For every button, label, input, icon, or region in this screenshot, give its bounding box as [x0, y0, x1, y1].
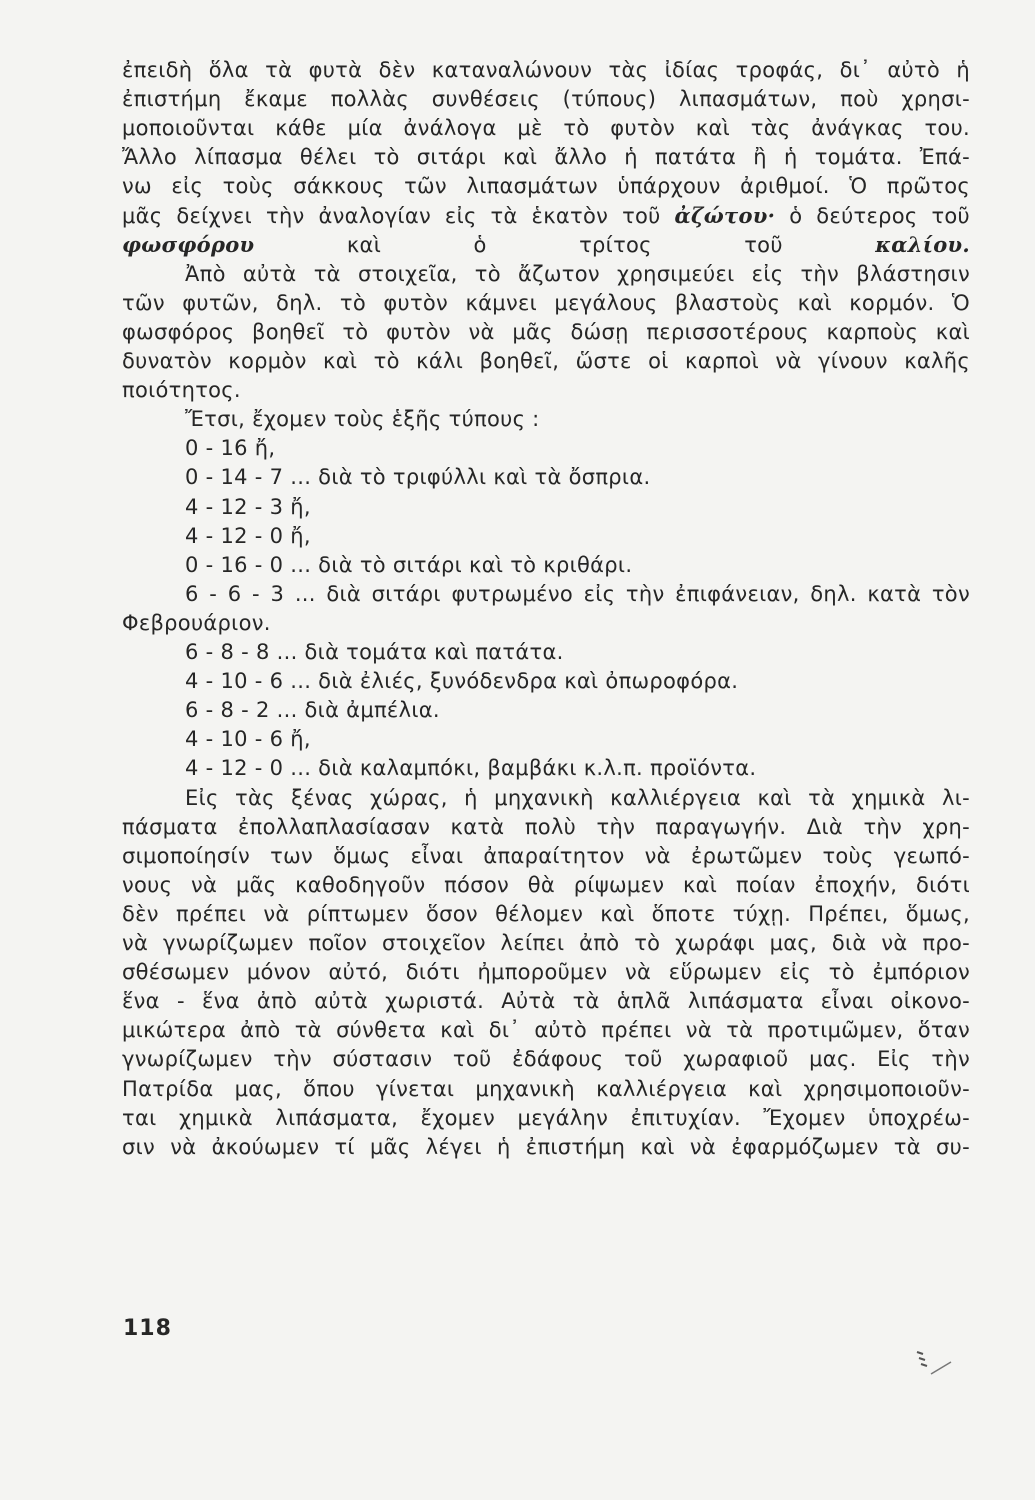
text-line: 0 - 16 - 0 ... διὰ τὸ σιτάρι καὶ τὸ κριθάρι. [185, 552, 633, 577]
text-line: νὰ γνωρίζωμεν ποῖον στοιχεῖον λείπει ἀπὸ τὸ χωράφι μας, διὰ νὰ προ- [122, 931, 970, 955]
text-line: 0 - 16 ἤ, [185, 436, 276, 461]
text-line: ἐπειδὴ ὅλα τὰ φυτὰ δὲν καταναλώνουν τὰς ἰδίας τροφάς, δι᾽ αὐτὸ ἡ [122, 58, 970, 82]
text-segment: μᾶς δείχνει τὴν ἀναλογίαν εἰς τὰ ἑκατὸν τοῦ [122, 203, 675, 228]
text-line: 4 - 10 - 6 ἤ, [185, 727, 311, 752]
text-line: Ἀπὸ αὐτὰ τὰ στοιχεῖα, τὸ ἄζωτον χρησιμεύει εἰς τὴν βλάστησιν [185, 261, 970, 286]
text-line: 4 - 10 - 6 ... διὰ ἐλιές, ξυνόδενδρα καὶ ὀπωροφόρα. [185, 669, 739, 694]
emphasized-term: ἀζώτου· [674, 202, 776, 228]
text-line: 4 - 12 - 0 ... διὰ καλαμπόκι, βαμβάκι κ.λ.π. προϊόντα. [185, 756, 757, 781]
text-line: δυνατὸν κορμὸν καὶ τὸ κάλι βοηθεῖ, ὥστε οἱ καρποὶ νὰ γίνουν καλῆς [122, 349, 970, 373]
text-line: ται χημικὰ λιπάσματα, ἔχομεν μεγάλην ἐπιτυχίαν. Ἔχομεν ὑποχρέω- [122, 1105, 970, 1130]
emphasized-term: καλίου. [875, 231, 970, 257]
text-line: 6 - 6 - 3 ... διὰ σιτάρι φυτρωμένο εἰς τὴν ἐπιφάνειαν, δηλ. κατὰ τὸν [185, 581, 970, 606]
text-line: σθέσωμεν μόνον αὐτό, διότι ἠμποροῦμεν νὰ εὕρωμεν εἰς τὸ ἐμπόριον [122, 960, 970, 985]
text-line [122, 203, 970, 229]
text-line: τῶν φυτῶν, δηλ. τὸ φυτὸν κάμνει μεγάλους βλαστοὺς καὶ κορμόν. Ὁ [122, 290, 970, 315]
text-line: 6 - 8 - 2 ... διὰ ἀμπέλια. [185, 698, 440, 723]
text-line: σιν νὰ ἀκούωμεν τί μᾶς λέγει ἡ ἐπιστήμη καὶ νὰ ἐφαρμόζωμεν τὰ συ- [122, 1134, 970, 1159]
text-line: 0 - 14 - 7 ... διὰ τὸ τριφύλλι καὶ τὰ ὄσπρια. [185, 465, 651, 490]
text-line: νους νὰ μᾶς καθοδηγοῦν πόσον θὰ ρίψωμεν καὶ ποίαν ἐποχήν, διότι [122, 872, 970, 897]
text-line: γνωρίζωμεν τὴν σύστασιν τοῦ ἐδάφους τοῦ χωραφιοῦ μας. Εἰς τὴν [122, 1047, 970, 1072]
text-segment: ὁ δεύτερος τοῦ [775, 203, 970, 228]
text-line: 4 - 12 - 0 ἤ, [185, 523, 311, 548]
text-line: Ἄλλο λίπασμα θέλει τὸ σιτάρι καὶ ἄλλο ἡ πατάτα ἢ ἡ τομάτα. Ἐπά- [122, 145, 970, 170]
text-line: 4 - 12 - 3 ἤ, [185, 494, 311, 519]
text-line: ποιότητος. [122, 378, 241, 403]
text-line: μοποιοῦνται κάθε μία ἀνάλογα μὲ τὸ φυτὸν καὶ τὰς ἀνάγκας του. [122, 116, 970, 141]
text-segment: καὶ ὁ τρίτος τοῦ [254, 232, 876, 257]
text-line: μικώτερα ἀπὸ τὰ σύνθετα καὶ δι᾽ αὐτὸ πρέπει νὰ τὰ προτιμῶμεν, ὅταν [122, 1018, 970, 1043]
text-line: φωσφόρος βοηθεῖ τὸ φυτὸν νὰ μᾶς δώσῃ περισσοτέρους καρποὺς καὶ [122, 319, 970, 344]
text-line: Πατρίδα μας, ὅπου γίνεται μηχανικὴ καλλιέργεια καὶ χρησιμοποιοῦν- [122, 1076, 970, 1101]
text-line: ἐπιστήμη ἔκαμε πολλὰς συνθέσεις (τύπους) λιπασμάτων, ποὺ χρησι- [122, 87, 970, 112]
text-line: σιμοποίησίν των ὅμως εἶναι ἀπαραίτητον νὰ ἐρωτῶμεν τοὺς γεωπό- [122, 843, 970, 868]
ink-mark [913, 1348, 953, 1378]
page-number: 118 [123, 1316, 172, 1341]
emphasized-term: φωσφόρου [122, 231, 255, 257]
text-line: ἕνα - ἕνα ἀπὸ αὐτὰ χωριστά. Αὐτὰ τὰ ἁπλᾶ λιπάσματα εἶναι οἰκονο- [122, 989, 970, 1014]
text-line [122, 232, 970, 258]
text-line: Ἔτσι, ἔχομεν τοὺς ἑξῆς τύπους : [185, 407, 540, 432]
text-line: νω εἰς τοὺς σάκκους τῶν λιπασμάτων ὑπάρχουν ἀριθμοί. Ὁ πρῶτος [122, 174, 970, 199]
text-line: Φεβρουάριον. [122, 610, 271, 635]
text-line: Εἰς τὰς ξένας χώρας, ἡ μηχανικὴ καλλιέργεια καὶ τὰ χημικὰ λι- [185, 785, 970, 810]
text-line: 6 - 8 - 8 ... διὰ τομάτα καὶ πατάτα. [185, 640, 564, 664]
text-line: δὲν πρέπει νὰ ρίπτωμεν ὅσον θέλομεν καὶ ὅποτε τύχῃ. Πρέπει, ὅμως, [122, 901, 970, 926]
text-line: πάσματα ἐπολλαπλασίασαν κατὰ πολὺ τὴν παραγωγήν. Διὰ τὴν χρη- [122, 814, 970, 839]
